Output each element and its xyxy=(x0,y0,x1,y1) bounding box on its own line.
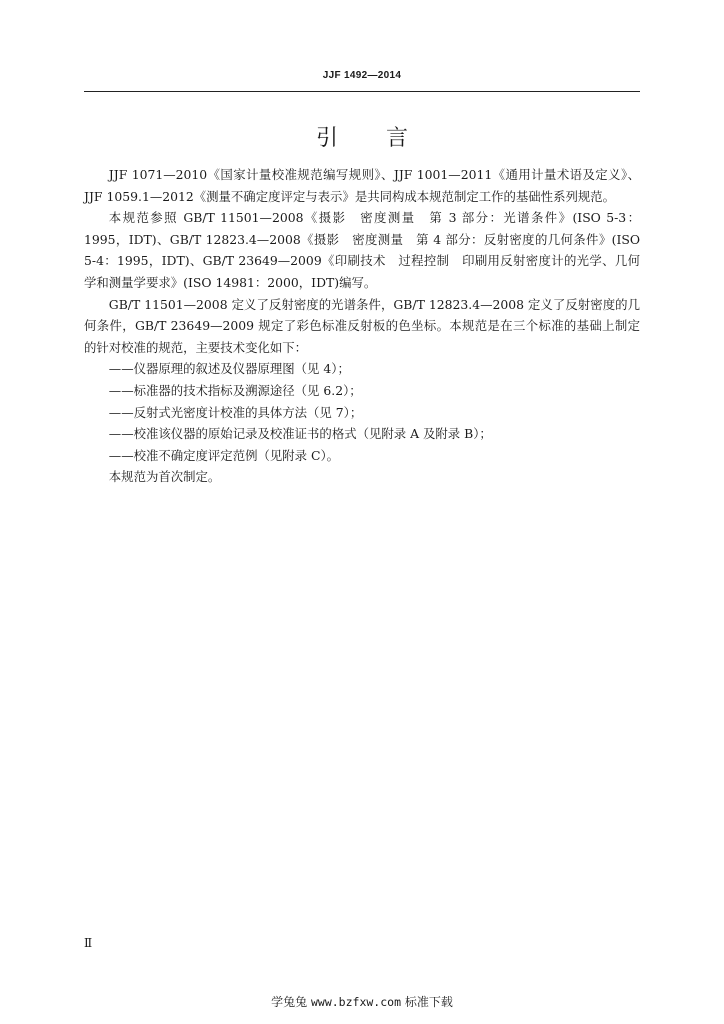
page-title xyxy=(0,121,724,152)
footer-url-link[interactable]: www.bzfxw.com xyxy=(310,995,401,1009)
footer-watermark xyxy=(0,993,724,1010)
change-item-3: ——反射式光密度计校准的具体方法（见 7）； xyxy=(108,404,363,420)
header-divider xyxy=(84,91,640,92)
document-code-header: JJF 1492—2014 xyxy=(322,70,402,81)
page-title-char-2: 言 xyxy=(386,126,409,151)
change-item-4: ——校准该仪器的原始记录及校准证书的格式（见附录 A 及附录 B）； xyxy=(108,426,492,442)
footer-tagline: 标准下载 xyxy=(404,995,453,1009)
page-number: Ⅱ xyxy=(84,936,93,950)
change-item-2: ——标准器的技术指标及溯源途径（见 6.2）； xyxy=(108,382,362,398)
page-title-char-1: 引 xyxy=(315,126,338,151)
change-item-5: ——校准不确定度评定范例（见附录 C）。 xyxy=(108,447,340,463)
paragraph-3: GB/T 11501—2008 定义了反射密度的光谱条件，GB/T 12823.4—2008 定义了反射密度的几何条件，GB/T 23649—2009 规定了彩色标准反射板的色坐标。本规范是在三个标准的基础上制定的针对校准的规范，主要技术变化如下： xyxy=(84,296,640,355)
closing-paragraph: 本规范为首次制定。 xyxy=(108,469,221,485)
change-item-1: ——仪器原理的叙述及仪器原理图（见 4）； xyxy=(108,361,350,377)
paragraph-2: 本规范参照 GB/T 11501—2008《摄影 密度测量 第 3 部分：光谱条件》(ISO 5-3：1995，IDT)、GB/T 12823.4—2008《摄影 密度测量 第 4 部分：反射密度的几何条件》(ISO 5-4：1995，IDT)、GB/T 23649—2009《印刷技术 过程控制 印刷用反射密度计的光学、几何学和测量学要求》(ISO 14981：2000，IDT)编写。 xyxy=(84,210,640,290)
body-text xyxy=(84,164,640,488)
footer-site-name: 学兔兔 xyxy=(271,995,308,1009)
paragraph-1: JJF 1071—2010《国家计量校准规范编写规则》、JJF 1001—2011《通用计量术语及定义》、JJF 1059.1—2012《测量不确定度评定与表示》是共同构成本规范制定工作的基础性系列规范。 xyxy=(84,167,640,204)
